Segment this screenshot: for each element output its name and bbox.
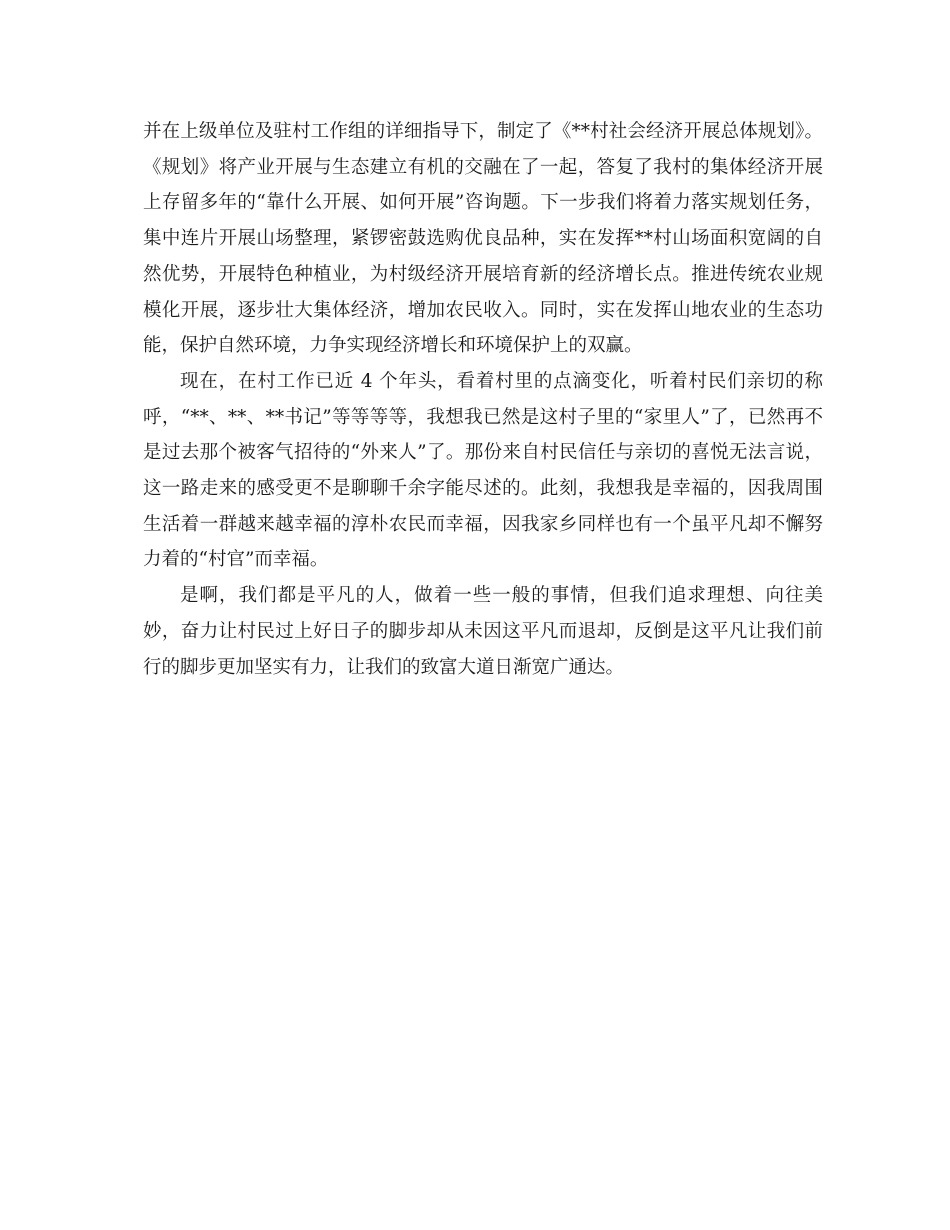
- document-body: [143, 114, 823, 685]
- paragraph: 是啊，我们都是平凡的人，做着一些一般的事情，但我们追求理想、向往美妙，奋力让村民过上好日子的脚步却从未因这平凡而退却，反倒是这平凡让我们前行的脚步更加坚实有力，让我们的致富大道日渐宽广通达。: [143, 585, 823, 678]
- paragraph-continued: 并在上级单位及驻村工作组的详细指导下，制定了《**村社会经济开展总体规划》。《规划》将产业开展与生态建立有机的交融在了一起，答复了我村的集体经济开展上存留多年的“靠什么开展、如何开展”咨询题。下一步我们将着力落实规划任务，集中连片开展山场整理，紧锣密鼓选购优良品种，实在发挥**村山场面积宽阔的自然优势，开展特色种植业，为村级经济开展培育新的经济增长点。推进传统农业规模化开展，逐步壮大集体经济，增加农民收入。同时，实在发挥山地农业的生态功能，保护自然环境，力争实现经济增长和环境保护上的双赢。: [143, 121, 823, 357]
- paragraph: 现在，在村工作已近 4 个年头，看着村里的点滴变化，听着村民们亲切的称呼，“**、**、**书记”等等等等，我想我已然是这村子里的“家里人”了，已然再不是过去那个被客气招待的“外来人”了。那份来自村民信任与亲切的喜悦无法言说，这一路走来的感受更不是聊聊千余字能尽述的。此刻，我想我是幸福的，因我周围生活着一群越来越幸福的淳朴农民而幸福，因我家乡同样也有一个虽平凡却不懈努力着的“村官”而幸福。: [143, 370, 823, 571]
